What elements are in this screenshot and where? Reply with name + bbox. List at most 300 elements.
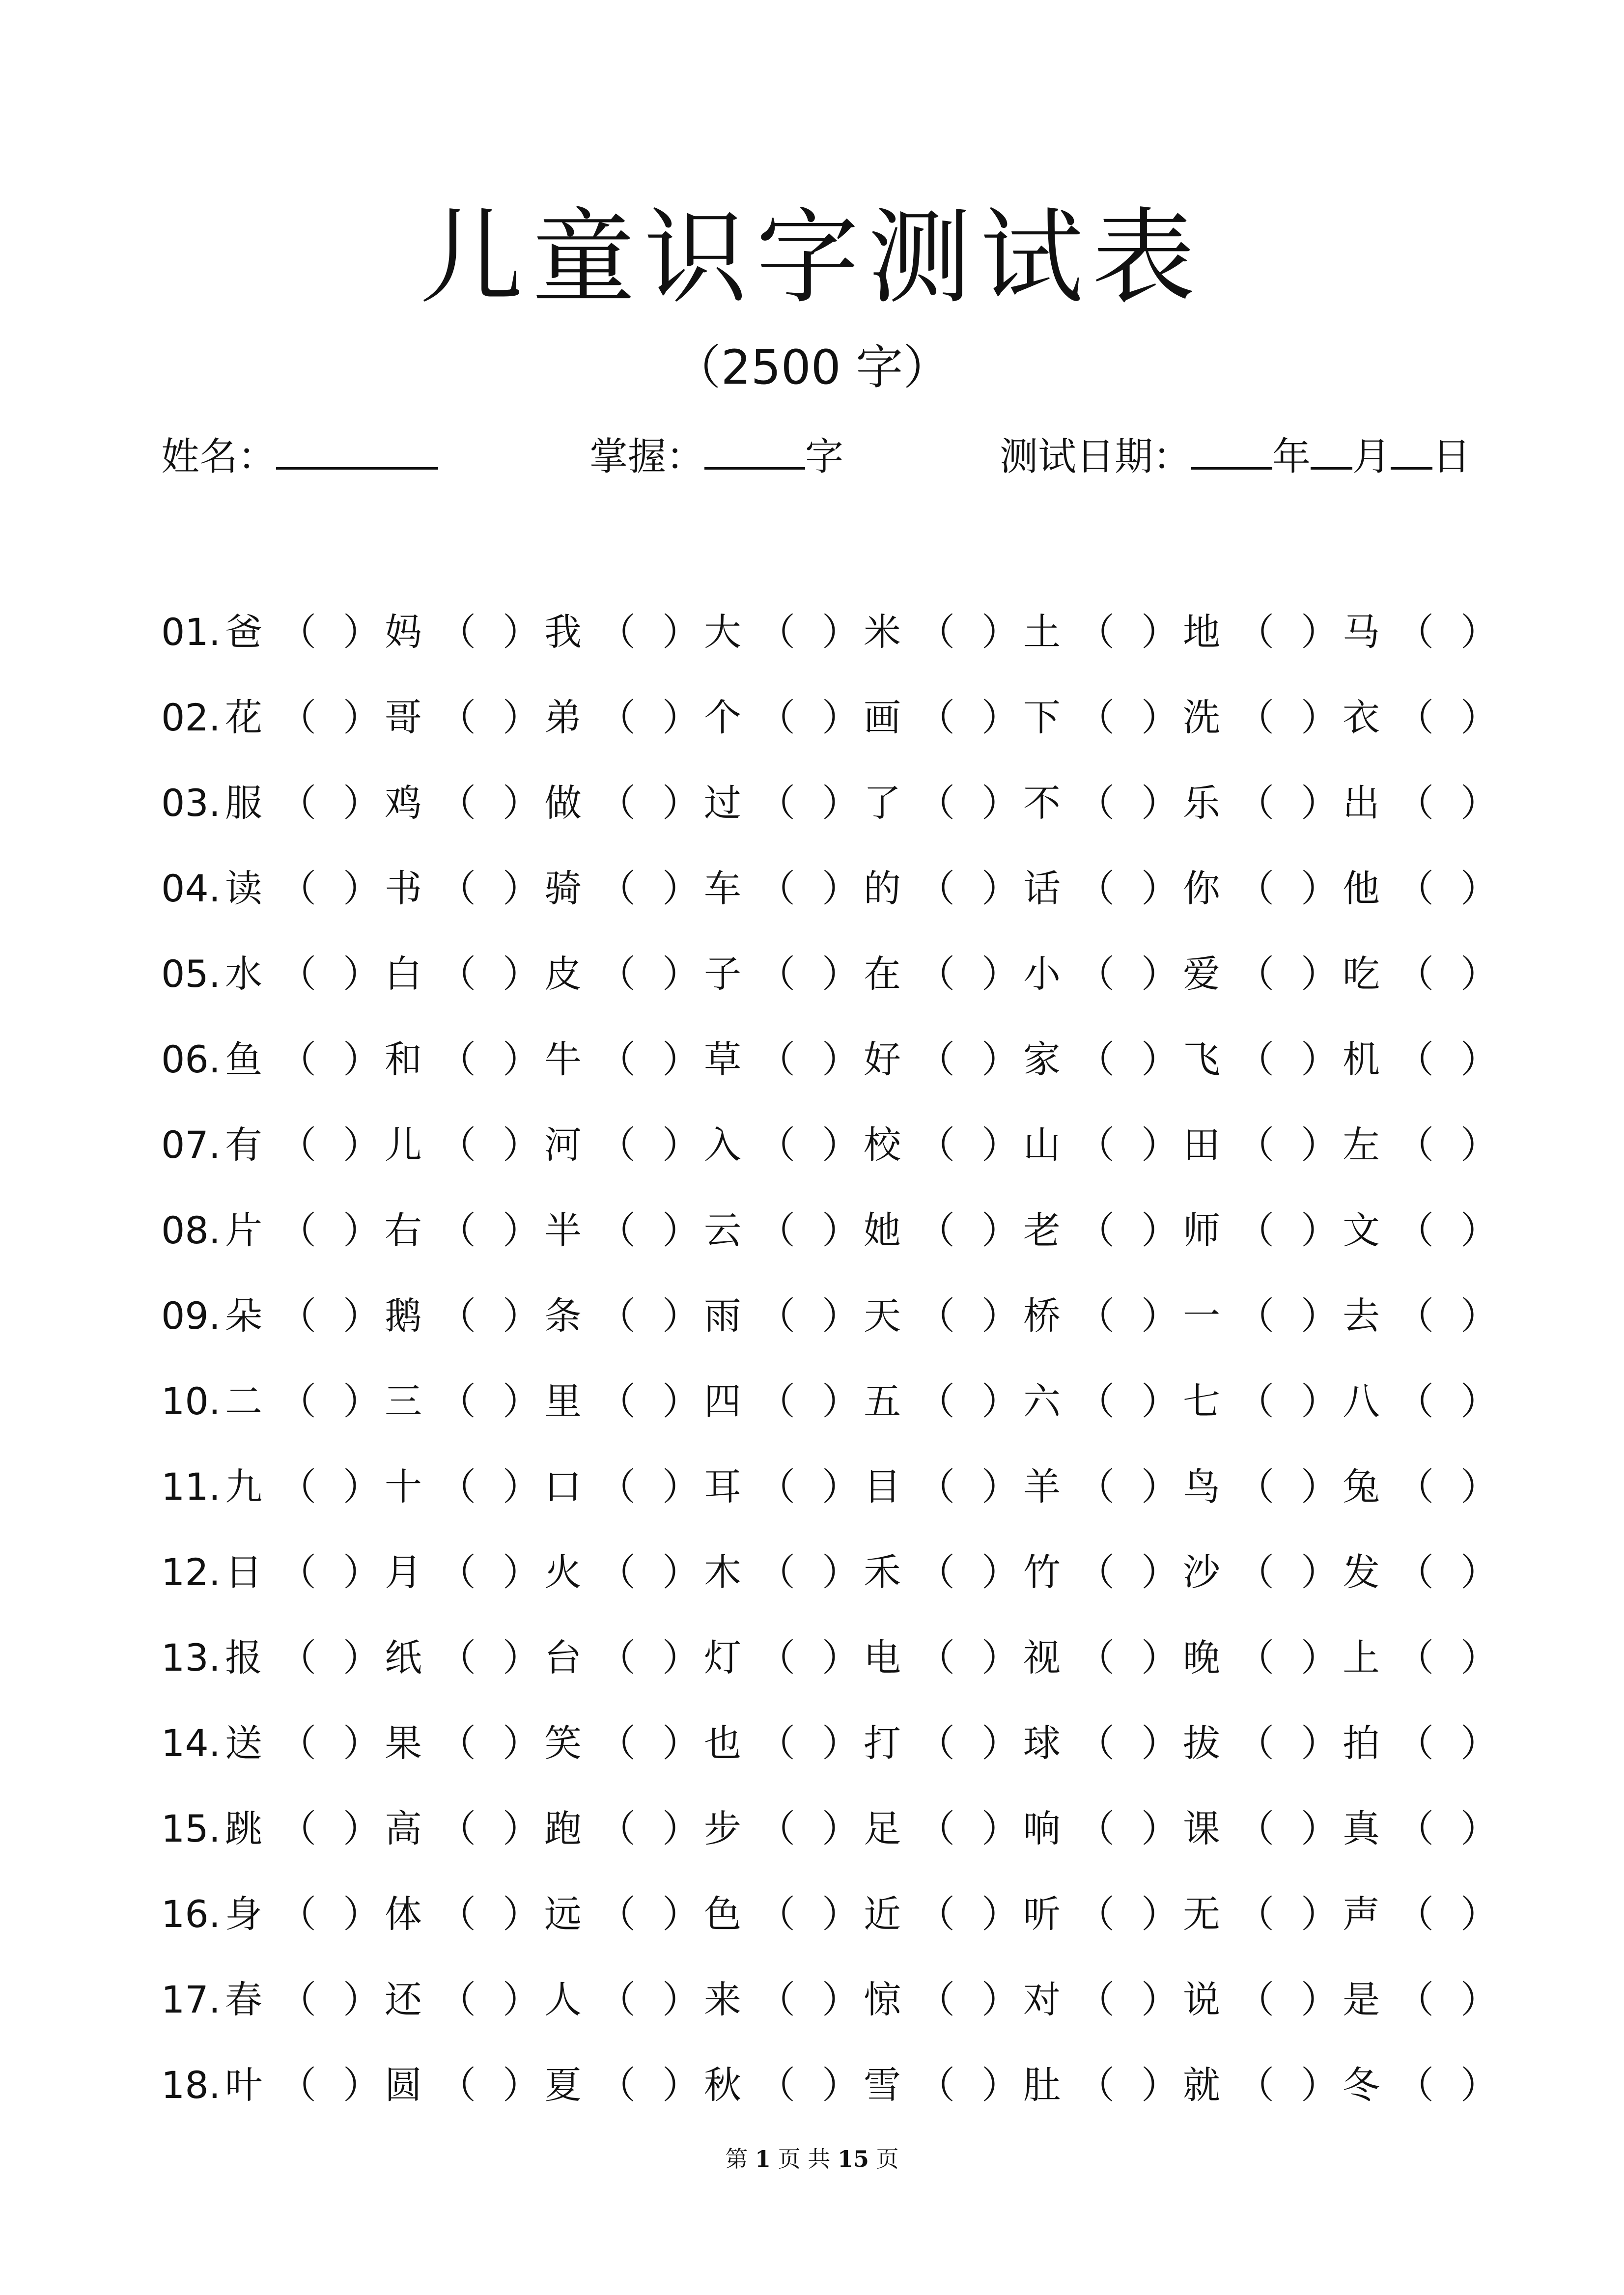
character: 马	[1343, 610, 1380, 654]
character: 画	[864, 696, 901, 739]
character: 就	[1183, 2063, 1220, 2107]
answer-bracket-close: ）	[981, 1379, 1019, 1423]
answer-bracket-close: ）	[1460, 1721, 1498, 1765]
answer-bracket-close: ）	[662, 2063, 700, 2107]
answer-bracket-open: （	[1397, 1550, 1434, 1594]
test-row	[161, 1786, 1498, 1872]
character: 发	[1343, 1550, 1380, 1594]
answer-bracket-open: （	[758, 1550, 795, 1594]
row-number: 17.	[161, 1978, 221, 2021]
character: 色	[704, 1892, 741, 1936]
answer-bracket-open: （	[279, 1123, 316, 1167]
answer-bracket-open: （	[598, 1037, 636, 1081]
character: 纸	[385, 1636, 422, 1679]
answer-bracket-close: ）	[981, 1807, 1019, 1850]
answer-bracket-close: ）	[343, 1978, 380, 2021]
page-subtitle: （2500 字）	[673, 340, 951, 395]
character: 里	[544, 1379, 582, 1423]
answer-bracket-open: （	[439, 1892, 476, 1936]
answer-bracket-close: ）	[1460, 1294, 1498, 1338]
answer-bracket-open: （	[758, 781, 795, 825]
month-label: 月	[1352, 435, 1391, 479]
row-number: 06.	[161, 1037, 221, 1081]
character: 皮	[544, 952, 582, 996]
day-label: 日	[1432, 435, 1471, 479]
character: 鸟	[1183, 1465, 1220, 1509]
answer-bracket-close: ）	[662, 610, 700, 654]
answer-bracket-close: ）	[1460, 1978, 1498, 2021]
character: 九	[225, 1465, 262, 1509]
test-row	[161, 1444, 1498, 1530]
answer-bracket-close: ）	[1460, 610, 1498, 654]
answer-bracket-open: （	[439, 610, 476, 654]
answer-bracket-open: （	[439, 1550, 476, 1594]
character: 球	[1023, 1721, 1061, 1765]
character: 竹	[1023, 1550, 1061, 1594]
row-number: 05.	[161, 952, 221, 996]
character: 花	[225, 696, 262, 739]
test-row	[161, 846, 1498, 931]
answer-bracket-open: （	[598, 1465, 636, 1509]
answer-bracket-close: ）	[1301, 2063, 1338, 2107]
character: 鹅	[385, 1294, 422, 1338]
answer-bracket-close: ）	[981, 1636, 1019, 1679]
answer-bracket-open: （	[1237, 952, 1274, 996]
answer-bracket-close: ）	[822, 952, 859, 996]
month-blank[interactable]	[1311, 433, 1352, 470]
answer-bracket-open: （	[279, 1721, 316, 1765]
answer-bracket-open: （	[279, 1465, 316, 1509]
row-number: 13.	[161, 1636, 221, 1679]
answer-bracket-open: （	[279, 781, 316, 825]
answer-bracket-close: ）	[1301, 610, 1338, 654]
character: 高	[385, 1807, 422, 1850]
character: 读	[225, 867, 262, 910]
character: 天	[864, 1294, 901, 1338]
answer-bracket-open: （	[1077, 1721, 1115, 1765]
character: 雨	[704, 1294, 741, 1338]
answer-bracket-close: ）	[503, 696, 540, 739]
answer-bracket-close: ）	[822, 1978, 859, 2021]
answer-bracket-close: ）	[1141, 1294, 1178, 1338]
answer-bracket-open: （	[1077, 1807, 1115, 1850]
answer-bracket-open: （	[1237, 1123, 1274, 1167]
answer-bracket-open: （	[279, 1208, 316, 1252]
page-prefix: 第	[725, 2146, 748, 2172]
answer-bracket-close: ）	[1460, 1037, 1498, 1081]
answer-bracket-close: ）	[822, 1636, 859, 1679]
answer-bracket-close: ）	[981, 1208, 1019, 1252]
answer-bracket-close: ）	[343, 1294, 380, 1338]
answer-bracket-close: ）	[822, 1807, 859, 1850]
answer-bracket-open: （	[279, 1294, 316, 1338]
test-row	[161, 2043, 1498, 2128]
character: 雪	[864, 2063, 901, 2107]
answer-bracket-open: （	[598, 1294, 636, 1338]
answer-bracket-close: ）	[662, 867, 700, 910]
answer-bracket-close: ）	[343, 696, 380, 739]
answer-bracket-open: （	[1237, 696, 1274, 739]
answer-bracket-open: （	[1397, 1294, 1434, 1338]
character: 人	[544, 1978, 582, 2021]
character: 左	[1343, 1123, 1380, 1167]
answer-bracket-close: ）	[662, 1379, 700, 1423]
character: 火	[544, 1550, 582, 1594]
character: 来	[704, 1978, 741, 2021]
answer-bracket-open: （	[758, 1123, 795, 1167]
answer-bracket-open: （	[279, 1807, 316, 1850]
answer-bracket-open: （	[918, 1978, 955, 2021]
answer-bracket-open: （	[439, 781, 476, 825]
answer-bracket-open: （	[439, 2063, 476, 2107]
character: 文	[1343, 1208, 1380, 1252]
answer-bracket-open: （	[1397, 610, 1434, 654]
answer-bracket-close: ）	[1141, 1208, 1178, 1252]
answer-bracket-open: （	[1237, 781, 1274, 825]
answer-bracket-open: （	[1237, 610, 1274, 654]
page-suffix: 页	[876, 2146, 899, 2172]
answer-bracket-close: ）	[1141, 610, 1178, 654]
answer-bracket-close: ）	[1141, 1892, 1178, 1936]
answer-bracket-open: （	[918, 1294, 955, 1338]
character: 小	[1023, 952, 1061, 996]
answer-bracket-close: ）	[1460, 1465, 1498, 1509]
answer-bracket-close: ）	[1460, 2063, 1498, 2107]
character: 做	[544, 781, 582, 825]
answer-bracket-close: ）	[981, 696, 1019, 739]
row-number: 07.	[161, 1123, 221, 1167]
page-mid: 页 共	[778, 2146, 831, 2172]
answer-bracket-open: （	[1397, 696, 1434, 739]
answer-bracket-open: （	[1397, 1636, 1434, 1679]
answer-bracket-open: （	[1077, 1037, 1115, 1081]
answer-bracket-open: （	[1237, 1550, 1274, 1594]
row-number: 16.	[161, 1892, 221, 1936]
answer-bracket-close: ）	[1141, 1123, 1178, 1167]
character: 果	[385, 1721, 422, 1765]
character: 片	[225, 1208, 262, 1252]
character: 羊	[1023, 1465, 1061, 1509]
answer-bracket-close: ）	[1141, 1721, 1178, 1765]
character: 日	[225, 1550, 262, 1594]
character: 沙	[1183, 1550, 1220, 1594]
character: 近	[864, 1892, 901, 1936]
answer-bracket-close: ）	[1460, 1807, 1498, 1850]
name-field	[161, 425, 438, 489]
answer-bracket-open: （	[758, 1892, 795, 1936]
answer-bracket-close: ）	[1301, 1892, 1338, 1936]
answer-bracket-open: （	[439, 1037, 476, 1081]
answer-bracket-open: （	[1237, 1978, 1274, 2021]
answer-bracket-open: （	[439, 1636, 476, 1679]
answer-bracket-open: （	[1237, 1208, 1274, 1252]
answer-bracket-close: ）	[1460, 781, 1498, 825]
answer-bracket-open: （	[279, 952, 316, 996]
answer-bracket-open: （	[279, 1892, 316, 1936]
answer-bracket-close: ）	[822, 1123, 859, 1167]
character: 好	[864, 1037, 901, 1081]
answer-bracket-open: （	[1237, 1465, 1274, 1509]
answer-bracket-close: ）	[503, 1294, 540, 1338]
answer-bracket-close: ）	[981, 1721, 1019, 1765]
character: 耳	[704, 1465, 741, 1509]
answer-bracket-open: （	[918, 610, 955, 654]
answer-bracket-open: （	[758, 1465, 795, 1509]
answer-bracket-close: ）	[343, 1807, 380, 1850]
answer-bracket-open: （	[1237, 1636, 1274, 1679]
character: 不	[1023, 781, 1061, 825]
answer-bracket-open: （	[758, 1721, 795, 1765]
answer-bracket-open: （	[439, 952, 476, 996]
answer-bracket-open: （	[279, 1379, 316, 1423]
answer-bracket-close: ）	[822, 867, 859, 910]
answer-bracket-open: （	[1397, 2063, 1434, 2107]
character: 步	[704, 1807, 741, 1850]
character: 真	[1343, 1807, 1380, 1850]
answer-bracket-open: （	[1077, 1379, 1115, 1423]
answer-bracket-open: （	[918, 1465, 955, 1509]
answer-bracket-close: ）	[981, 781, 1019, 825]
character: 足	[864, 1807, 901, 1850]
character: 身	[225, 1892, 262, 1936]
mastery-blank[interactable]	[704, 433, 805, 470]
answer-bracket-open: （	[758, 1379, 795, 1423]
answer-bracket-close: ）	[1460, 1550, 1498, 1594]
character: 一	[1183, 1294, 1220, 1338]
answer-bracket-close: ）	[662, 1465, 700, 1509]
character: 爱	[1183, 952, 1220, 996]
date-label: 测试日期：	[1000, 435, 1192, 479]
answer-bracket-open: （	[598, 952, 636, 996]
answer-bracket-open: （	[598, 867, 636, 910]
character-test-list	[161, 589, 1498, 2128]
mastery-unit: 字	[805, 435, 844, 479]
character: 八	[1343, 1379, 1380, 1423]
answer-bracket-open: （	[918, 1208, 955, 1252]
test-row	[161, 1530, 1498, 1615]
character: 儿	[385, 1123, 422, 1167]
answer-bracket-open: （	[918, 2063, 955, 2107]
answer-bracket-close: ）	[1141, 867, 1178, 910]
answer-bracket-open: （	[279, 1636, 316, 1679]
answer-bracket-close: ）	[1141, 1550, 1178, 1594]
mastery-field	[589, 425, 843, 489]
mastery-label: 掌握：	[589, 435, 705, 479]
answer-bracket-open: （	[439, 1721, 476, 1765]
answer-bracket-close: ）	[1301, 1379, 1338, 1423]
character: 说	[1183, 1978, 1220, 2021]
character: 木	[704, 1550, 741, 1594]
answer-bracket-close: ）	[1141, 1978, 1178, 2021]
answer-bracket-close: ）	[822, 781, 859, 825]
day-blank[interactable]	[1391, 433, 1432, 470]
page-title: 儿童识字测试表	[420, 197, 1204, 318]
answer-bracket-close: ）	[822, 1721, 859, 1765]
answer-bracket-close: ）	[981, 1978, 1019, 2021]
answer-bracket-close: ）	[822, 1550, 859, 1594]
answer-bracket-close: ）	[343, 1037, 380, 1081]
character: 灯	[704, 1636, 741, 1679]
answer-bracket-close: ）	[503, 1550, 540, 1594]
answer-bracket-close: ）	[981, 2063, 1019, 2107]
answer-bracket-open: （	[1077, 1636, 1115, 1679]
answer-bracket-open: （	[439, 1465, 476, 1509]
character: 土	[1023, 610, 1061, 654]
answer-bracket-open: （	[1237, 1379, 1274, 1423]
answer-bracket-close: ）	[343, 2063, 380, 2107]
answer-bracket-open: （	[1077, 696, 1115, 739]
answer-bracket-open: （	[758, 2063, 795, 2107]
character: 家	[1023, 1037, 1061, 1081]
answer-bracket-close: ）	[822, 610, 859, 654]
answer-bracket-close: ）	[503, 1208, 540, 1252]
answer-bracket-close: ）	[981, 952, 1019, 996]
answer-bracket-open: （	[1397, 952, 1434, 996]
answer-bracket-open: （	[1077, 1978, 1115, 2021]
character: 爸	[225, 610, 262, 654]
row-number: 18.	[161, 2063, 221, 2107]
character: 晚	[1183, 1636, 1220, 1679]
answer-bracket-open: （	[598, 1892, 636, 1936]
character: 她	[864, 1208, 901, 1252]
answer-bracket-close: ）	[662, 1892, 700, 1936]
answer-bracket-close: ）	[503, 867, 540, 910]
page-total: 15	[837, 2146, 869, 2172]
answer-bracket-close: ）	[981, 1294, 1019, 1338]
answer-bracket-open: （	[1397, 1037, 1434, 1081]
answer-bracket-open: （	[1237, 1807, 1274, 1850]
test-row	[161, 1188, 1498, 1273]
character: 话	[1023, 867, 1061, 910]
character: 打	[864, 1721, 901, 1765]
character: 车	[704, 867, 741, 910]
answer-bracket-open: （	[758, 867, 795, 910]
answer-bracket-close: ）	[822, 2063, 859, 2107]
answer-bracket-open: （	[1077, 1123, 1115, 1167]
character: 衣	[1343, 696, 1380, 739]
character: 鱼	[225, 1037, 262, 1081]
answer-bracket-close: ）	[662, 1294, 700, 1338]
year-blank[interactable]	[1191, 433, 1272, 470]
answer-bracket-open: （	[279, 1037, 316, 1081]
answer-bracket-close: ）	[1460, 1123, 1498, 1167]
character: 下	[1023, 696, 1061, 739]
answer-bracket-open: （	[1077, 1294, 1115, 1338]
answer-bracket-close: ）	[981, 1550, 1019, 1594]
character: 去	[1343, 1294, 1380, 1338]
answer-bracket-open: （	[439, 696, 476, 739]
answer-bracket-close: ）	[503, 1037, 540, 1081]
answer-bracket-open: （	[439, 867, 476, 910]
answer-bracket-open: （	[598, 1978, 636, 2021]
character: 电	[864, 1636, 901, 1679]
answer-bracket-close: ）	[1460, 1892, 1498, 1936]
character: 六	[1023, 1379, 1061, 1423]
answer-bracket-close: ）	[503, 1123, 540, 1167]
answer-bracket-open: （	[758, 610, 795, 654]
character: 入	[704, 1123, 741, 1167]
character: 肚	[1023, 2063, 1061, 2107]
answer-bracket-close: ）	[662, 1721, 700, 1765]
character: 课	[1183, 1807, 1220, 1850]
answer-bracket-open: （	[598, 1807, 636, 1850]
character: 校	[864, 1123, 901, 1167]
answer-bracket-open: （	[1077, 1550, 1115, 1594]
character: 半	[544, 1208, 582, 1252]
answer-bracket-close: ）	[981, 1465, 1019, 1509]
answer-bracket-open: （	[598, 1636, 636, 1679]
row-number: 03.	[161, 781, 221, 825]
character: 声	[1343, 1892, 1380, 1936]
answer-bracket-open: （	[279, 2063, 316, 2107]
answer-bracket-open: （	[1077, 1208, 1115, 1252]
character: 还	[385, 1978, 422, 2021]
character: 远	[544, 1892, 582, 1936]
answer-bracket-open: （	[1397, 1892, 1434, 1936]
character: 条	[544, 1294, 582, 1338]
answer-bracket-close: ）	[1301, 1978, 1338, 2021]
answer-bracket-close: ）	[503, 1636, 540, 1679]
answer-bracket-open: （	[918, 781, 955, 825]
character: 叶	[225, 2063, 262, 2107]
character: 弟	[544, 696, 582, 739]
answer-bracket-close: ）	[343, 1636, 380, 1679]
test-row	[161, 589, 1498, 675]
row-number: 11.	[161, 1465, 221, 1509]
character: 报	[225, 1636, 262, 1679]
character: 有	[225, 1123, 262, 1167]
answer-bracket-open: （	[758, 1208, 795, 1252]
answer-bracket-open: （	[598, 1208, 636, 1252]
answer-bracket-open: （	[1397, 1978, 1434, 2021]
answer-bracket-open: （	[1077, 952, 1115, 996]
answer-bracket-open: （	[1237, 1892, 1274, 1936]
character: 大	[704, 610, 741, 654]
answer-bracket-close: ）	[822, 696, 859, 739]
answer-bracket-close: ）	[503, 781, 540, 825]
answer-bracket-open: （	[279, 867, 316, 910]
answer-bracket-close: ）	[343, 952, 380, 996]
answer-bracket-close: ）	[1460, 696, 1498, 739]
answer-bracket-open: （	[598, 1721, 636, 1765]
name-blank[interactable]	[276, 433, 438, 470]
answer-bracket-open: （	[758, 1294, 795, 1338]
character: 他	[1343, 867, 1380, 910]
year-label: 年	[1272, 435, 1311, 479]
answer-bracket-close: ）	[1301, 781, 1338, 825]
answer-bracket-close: ）	[1141, 1807, 1178, 1850]
answer-bracket-close: ）	[822, 1379, 859, 1423]
character: 桥	[1023, 1294, 1061, 1338]
answer-bracket-open: （	[1397, 1721, 1434, 1765]
answer-bracket-close: ）	[1301, 696, 1338, 739]
row-number: 01.	[161, 610, 221, 654]
character: 书	[385, 867, 422, 910]
character: 云	[704, 1208, 741, 1252]
character: 服	[225, 781, 262, 825]
answer-bracket-close: ）	[1460, 867, 1498, 910]
answer-bracket-close: ）	[1301, 867, 1338, 910]
character: 了	[864, 781, 901, 825]
character: 拍	[1343, 1721, 1380, 1765]
answer-bracket-close: ）	[343, 1465, 380, 1509]
answer-bracket-close: ）	[343, 781, 380, 825]
answer-bracket-close: ）	[662, 1550, 700, 1594]
character: 体	[385, 1892, 422, 1936]
answer-bracket-close: ）	[503, 610, 540, 654]
answer-bracket-close: ）	[1141, 1465, 1178, 1509]
answer-bracket-close: ）	[503, 952, 540, 996]
